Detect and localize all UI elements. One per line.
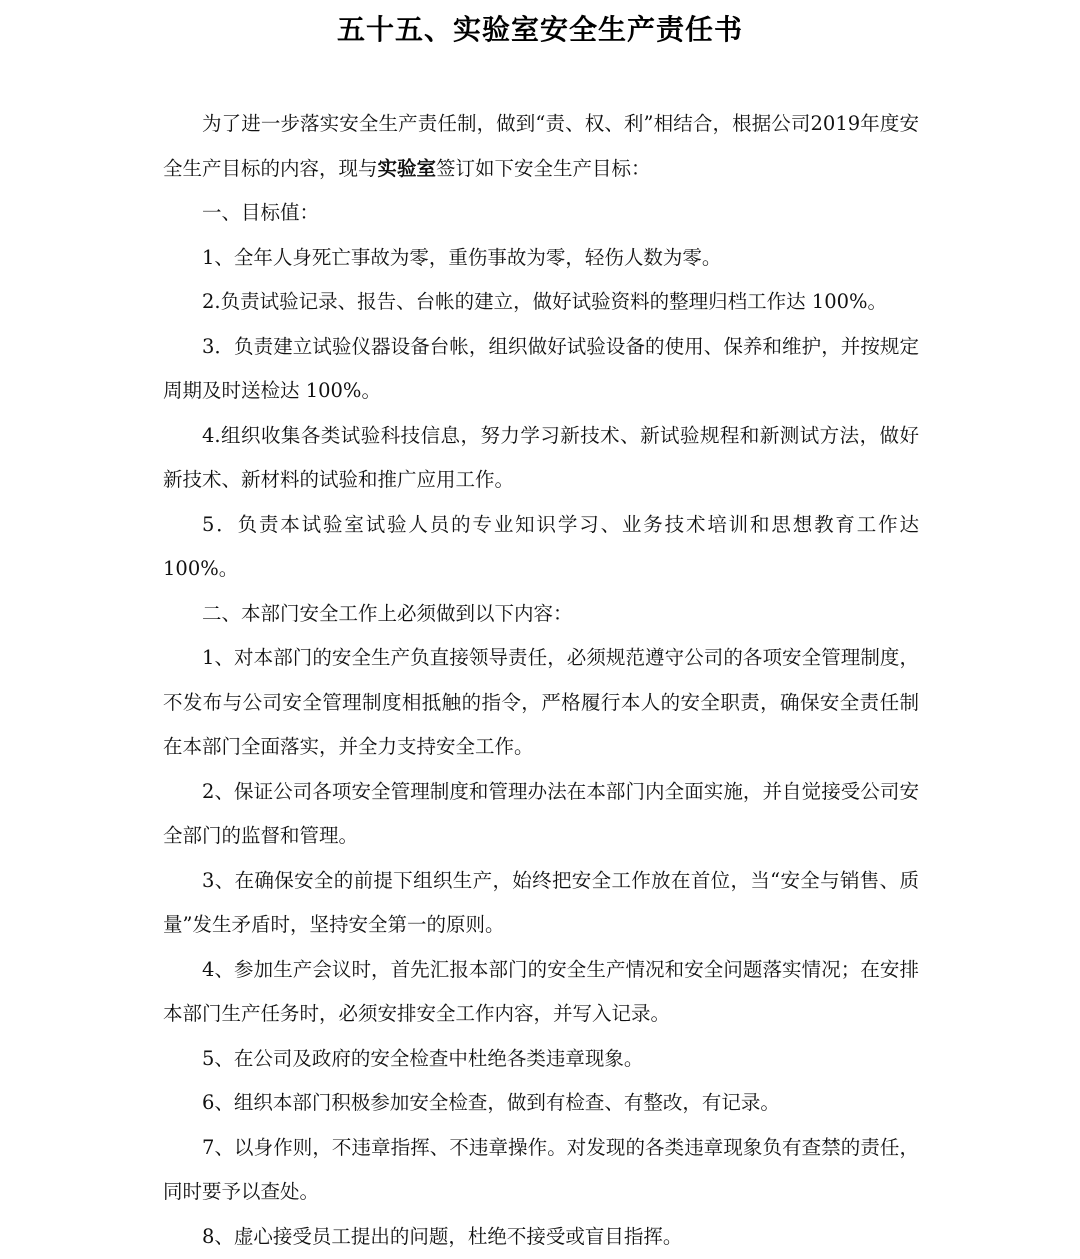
- section1-item-1: 1、全年人身死亡事故为零，重伤事故为零，轻伤人数为零。: [163, 236, 919, 281]
- section1-heading: 一、目标值：: [163, 191, 919, 236]
- intro-text-after: 签订如下安全生产目标：: [436, 157, 651, 180]
- section1-item-4: 4.组织收集各类试验科技信息，努力学习新技术、新试验规程和新测试方法，做好新技术、新材料的试验和推广应用工作。: [163, 414, 919, 503]
- intro-dept-name: 实验室: [378, 157, 437, 180]
- document-title: 五十五、实验室安全生产责任书: [0, 10, 1080, 50]
- intro-paragraph: [163, 102, 919, 191]
- section2-item-1: 1、对本部门的安全生产负直接领导责任，必须规范遵守公司的各项安全管理制度，不发布与公司安全管理制度相抵触的指令，严格履行本人的安全职责，确保安全责任制在本部门全面落实，并全力支持安全工作。: [163, 636, 919, 770]
- intro-text-before: 为了进一步落实安全生产责任制，做到“责、权、利”相结合，根据公司2019年度安全生产目标的内容，现与: [163, 112, 919, 180]
- document-body: [163, 102, 919, 1259]
- section2-item-2: 2、保证公司各项安全管理制度和管理办法在本部门内全面实施，并自觉接受公司安全部门的监督和管理。: [163, 770, 919, 859]
- section2-heading: 二、本部门安全工作上必须做到以下内容：: [163, 592, 919, 637]
- section2-item-4: 4、参加生产会议时，首先汇报本部门的安全生产情况和安全问题落实情况；在安排本部门生产任务时，必须安排安全工作内容，并写入记录。: [163, 948, 919, 1037]
- section1-item-5: 5．负责本试验室试验人员的专业知识学习、业务技术培训和思想教育工作达 100%。: [163, 503, 919, 592]
- section2-item-5: 5、在公司及政府的安全检查中杜绝各类违章现象。: [163, 1037, 919, 1082]
- section2-item-7: 7、以身作则，不违章指挥、不违章操作。对发现的各类违章现象负有查禁的责任，同时要予以查处。: [163, 1126, 919, 1215]
- section2-item-3: 3、在确保安全的前提下组织生产，始终把安全工作放在首位，当“安全与销售、质量”发生矛盾时，坚持安全第一的原则。: [163, 859, 919, 948]
- section1-item-3: 3．负责建立试验仪器设备台帐，组织做好试验设备的使用、保养和维护，并按规定周期及时送检达 100%。: [163, 325, 919, 414]
- section2-item-6: 6、组织本部门积极参加安全检查，做到有检查、有整改，有记录。: [163, 1081, 919, 1126]
- section1-item-2: 2.负责试验记录、报告、台帐的建立，做好试验资料的整理归档工作达 100%。: [163, 280, 919, 325]
- section2-item-8: 8、虚心接受员工提出的问题，杜绝不接受或盲目指挥。: [163, 1215, 919, 1259]
